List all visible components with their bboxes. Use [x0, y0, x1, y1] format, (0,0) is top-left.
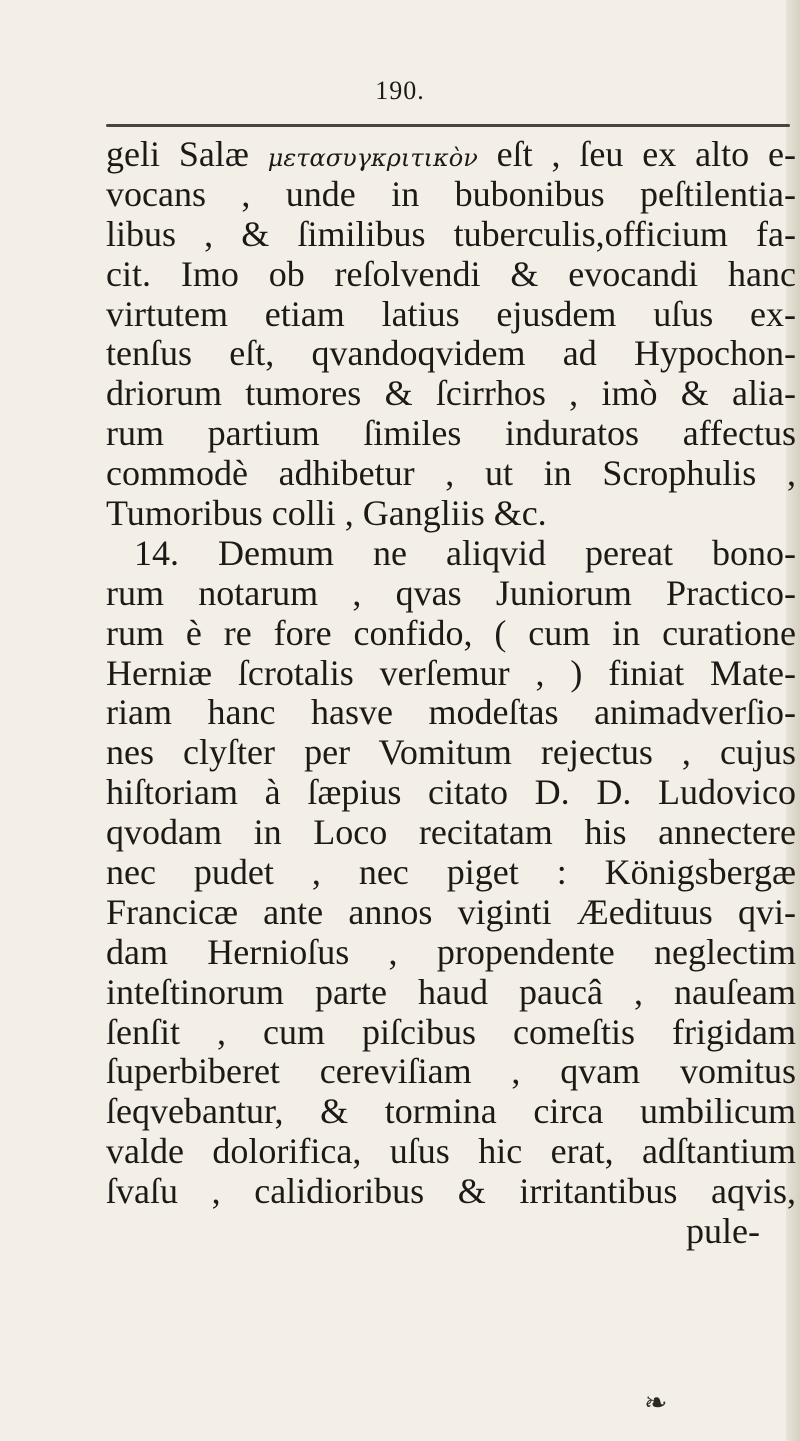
- text-line: rum notarum , qvas Juniorum Practico-: [106, 572, 796, 613]
- text-line-1: geli Salæ μετασυγκριτικὸν eſt , ſeu ex alto e-: [106, 134, 797, 174]
- catchword: pule-: [686, 1211, 760, 1252]
- header-rule: [106, 124, 790, 127]
- page-number: 190.: [375, 76, 425, 105]
- text-line: rum è re fore confido, ( cum in curatione: [106, 612, 796, 653]
- text-line: nec pudet , nec piget : Königsbergæ: [106, 852, 796, 893]
- text-line: ſvaſu , calidioribus & irritantibus aqvis,: [106, 1171, 796, 1212]
- text-line: tenſus eſt, qvandoqvidem ad Hypochon-: [106, 333, 796, 374]
- text-line: hiſtoriam à ſæpius citato D. D. Ludovico: [106, 772, 796, 813]
- text-line: virtutem etiam latius ejusdem uſus ex-: [106, 293, 796, 334]
- text-line: Francicæ ante annos viginti Æedituus qvi-: [106, 891, 796, 932]
- greek-term: μετασυγκριτικὸν: [267, 144, 478, 172]
- text-line: cit. Imo ob reſolvendi & evocandi hanc: [106, 253, 796, 294]
- text-line: libus , & ſimilibus tuberculis,officium fa-: [106, 213, 796, 254]
- ornament-mark: ❧: [644, 1386, 668, 1419]
- body-text: [106, 135, 796, 1252]
- text-line: ſenſit , cum piſcibus comeſtis frigidam: [106, 1011, 796, 1052]
- text-line: vocans , unde in bubonibus peſtilentia-: [106, 173, 796, 214]
- text-line: commodè adhibetur , ut in Scrophulis ,: [106, 453, 796, 494]
- paragraph-start-line: 14. Demum ne aliqvid pereat bono-: [134, 532, 796, 573]
- text-line: Tumoribus colli , Gangliis &c.: [106, 493, 547, 534]
- text-line: dam Hernioſus , propendente neglectim: [106, 931, 796, 972]
- text-line: Herniæ ſcrotalis verſemur , ) finiat Mate-: [106, 652, 796, 693]
- text-line: nes clyſter per Vomitum rejectus , cujus: [106, 732, 796, 773]
- text-line: ſeqvebantur, & tormina circa umbilicum: [106, 1091, 796, 1132]
- text-line: valde dolorifica, uſus hic erat, adſtantium: [106, 1131, 796, 1172]
- text-line: inteſtinorum parte haud paucâ , nauſeam: [106, 971, 796, 1012]
- text-line: rum partium ſimiles induratos affectus: [106, 413, 796, 454]
- text-line: ſuperbiberet cereviſiam , qvam vomitus: [106, 1051, 796, 1092]
- text-line: qvodam in Loco recitatam his annectere: [106, 812, 796, 853]
- text-line: riam hanc hasve modeſtas animadverſio-: [106, 692, 796, 733]
- text-line: driorum tumores & ſcirrhos , imò & alia-: [106, 373, 796, 414]
